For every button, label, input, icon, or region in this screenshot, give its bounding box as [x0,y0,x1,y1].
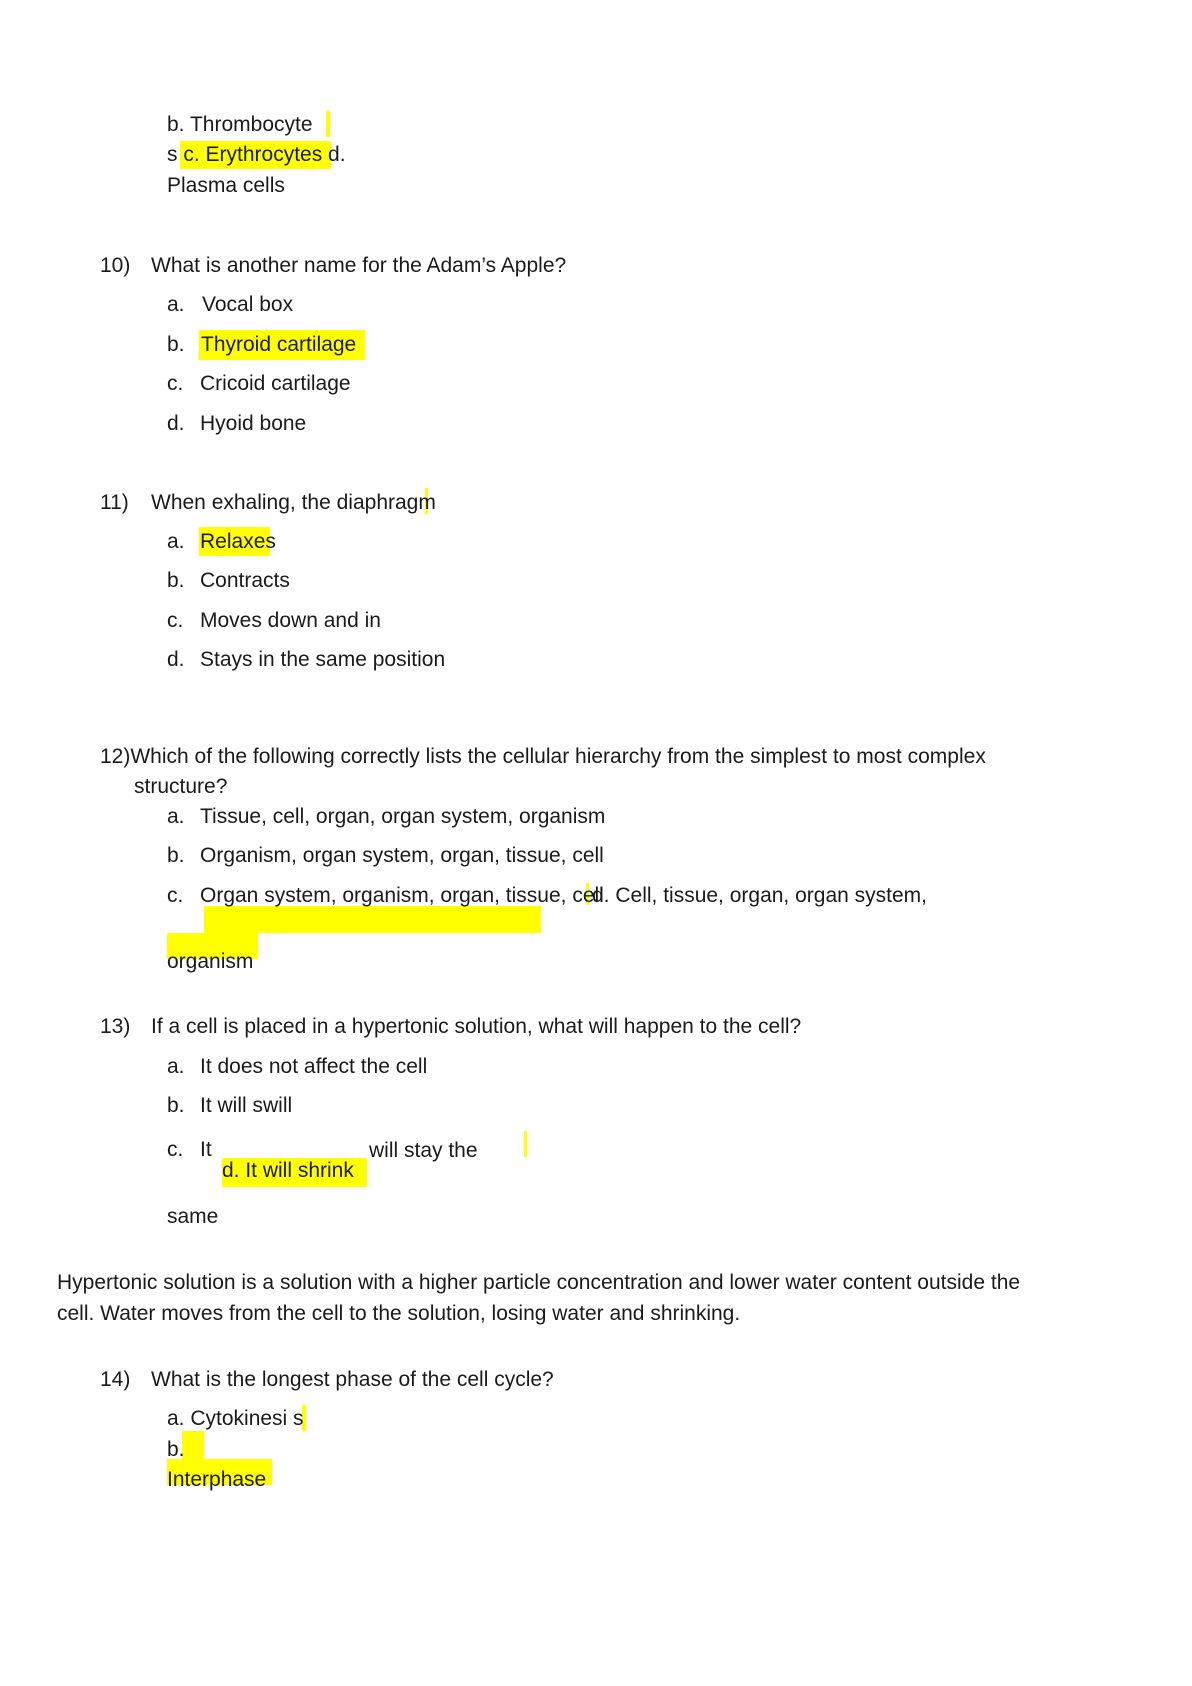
q13-option-b-letter: b. [167,1094,185,1117]
q14-option-b-letter: b. [167,1438,185,1461]
q11-option-d-text: Stays in the same position [200,648,446,671]
q11-option-d-letter: d. [167,648,185,671]
q11-option-c-letter: c. [167,609,184,632]
highlight-mark [524,1131,527,1157]
q13-number: 13) [100,1015,131,1038]
q14-question: What is the longest phase of the cell cycle? [151,1368,554,1391]
q10-option-b-text: Thyroid cartilage [201,333,357,356]
q12-question-line2: structure? [134,775,228,798]
q13-option-a-text: It does not affect the cell [200,1055,428,1078]
q10-option-c-letter: c. [167,372,184,395]
q13-option-d: d. It will shrink [222,1159,354,1182]
q13-question: If a cell is placed in a hypertonic solution, what will happen to the cell? [151,1015,802,1038]
q12-option-a-text: Tissue, cell, organ, organ system, organism [200,805,606,828]
q14-option-b-text: Interphase [167,1468,267,1491]
q10-option-c-text: Cricoid cartilage [200,372,351,395]
q10-option-d-letter: d. [167,412,185,435]
q11-option-a-text: Relaxes [200,530,276,553]
q12-option-b-letter: b. [167,844,185,867]
q13-option-c-letter: c. [167,1138,184,1161]
q14-option-a: a. Cytokinesi s [167,1407,304,1430]
q12-question-line1: 12)Which of the following correctly lists the cellular hierarchy from the simplest to most complex [100,745,986,768]
q11-option-b-letter: b. [167,569,185,592]
q13-option-b-text: It will swill [200,1094,293,1117]
q12-option-b-text: Organism, organ system, organ, tissue, cell [200,844,604,867]
q10-option-d-text: Hyoid bone [200,412,307,435]
highlight-answer-interphase [182,1431,204,1459]
q10-option-a-letter: a. [167,293,185,316]
q9-option-d: Plasma cells [167,174,285,197]
q11-option-b-text: Contracts [200,569,290,592]
q9-line2-suffix: . [339,143,346,166]
q12-option-c-letter: c. [167,884,184,907]
q13-option-a-letter: a. [167,1055,185,1078]
q10-option-b-letter: b. [167,333,185,356]
q9-option-b: b. Thrombocyte [167,113,313,136]
q14-number: 14) [100,1368,131,1391]
q10-option-a-text: Vocal box [202,293,294,316]
q13-option-c-part1: It [200,1138,212,1161]
q12-option-a-letter: a. [167,805,185,828]
q11-option-c-text: Moves down and in [200,609,381,632]
q11-option-a-letter: a. [167,530,185,553]
highlight-answer-d-block [204,906,541,933]
q12-option-c-text: Organ system, organism, organ, tissue, cell [200,884,604,907]
q9-line2-prefix: s [167,143,184,166]
q11-number: 11) [100,491,129,514]
q12-option-d-line2: organism [167,950,254,973]
q12-option-d-line1: d. Cell, tissue, organ, organ system, [592,884,927,907]
q13-option-c-part2: will stay the [369,1139,478,1162]
explanation-line2: cell. Water moves from the cell to the solution, losing water and shrinking. [57,1302,741,1325]
q10-question: What is another name for the Adam’s Apple? [151,254,567,277]
highlight-mark [326,111,330,137]
q9-line2-highlighted: c. Erythrocytes d [183,143,340,166]
q13-option-c-part3: same [167,1205,219,1228]
q11-question: When exhaling, the diaphragm [151,491,436,514]
q10-number: 10) [100,254,131,277]
explanation-line1: Hypertonic solution is a solution with a higher particle concentration and lower water content outside the [57,1271,1021,1294]
q9-option-line2 [167,141,346,169]
